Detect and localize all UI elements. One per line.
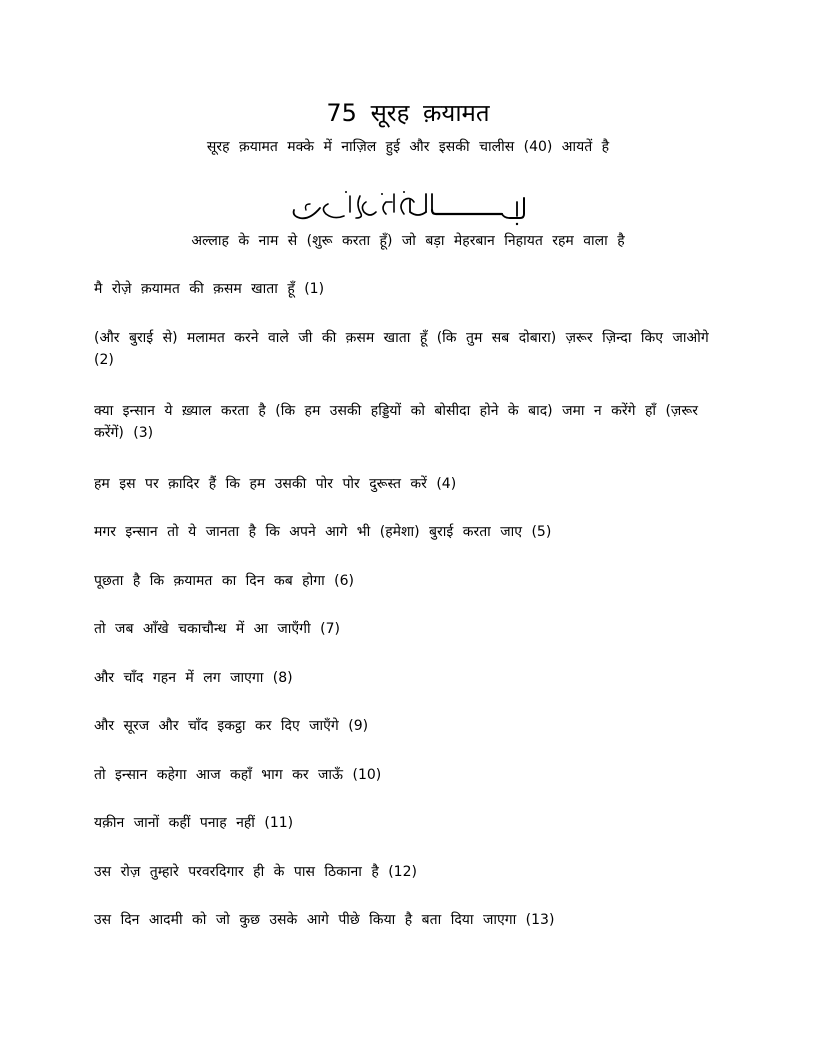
verse: और चाँद गहन में लग जाएगा (8)	[94, 669, 293, 686]
bismillah-calligraphy-icon	[286, 188, 532, 228]
verse: और सूरज और चाँद इकट्ठा कर दिए जाएँगे (9)	[94, 718, 369, 734]
verse: तो इन्सान कहेगा आज कहाँ भाग कर जाऊँ (10)	[94, 766, 382, 783]
verse: (और बुराई से) मलामत करने वाले जी की क़सम खाता हूँ (कि तुम सब दोबारा) ज़रूर ज़िन्दा किए जाओगे (2)	[94, 329, 709, 368]
verse: हम इस पर क़ादिर हैं कि हम उसकी पोर पोर दुरूस्त करें (4)	[94, 475, 457, 492]
surah-subtitle: सूरह क़यामत मक्के में नाज़िल हुई और इसकी चालीस (40) आयतें है	[206, 139, 610, 155]
verse: क्या इन्सान ये ख़्याल करता है (कि हम उसकी हड्डियों को बोसीदा होने के बाद) जमा न करेंगे हाँ (ज़रूर करेंगें) (3)	[94, 402, 698, 441]
verse: यक़ीन जानों कहीं पनाह नहीं (11)	[94, 815, 294, 831]
verse: मै रोज़े क़यामत की क़सम खाता हूँ (1)	[94, 281, 325, 297]
verse: तो जब ऑंखे चकाचौन्ध में आ जाएँगी (7)	[94, 621, 340, 637]
verse: मगर इन्सान तो ये जानता है कि अपने आगे भी (हमेशा) बुराई करता जाए (5)	[94, 524, 552, 540]
verse: पूछता है कि क़यामत का दिन कब होगा (6)	[94, 572, 354, 589]
verse-list	[94, 278, 730, 958]
bismillah-translation: अल्लाह के नाम से (शुरू करता हूँ) जो बड़ा मेहरबान निहायत रहम वाला है	[191, 233, 625, 249]
surah-title: 75 सूरह क़यामत	[326, 99, 490, 127]
verse: उस दिन आदमी को जो कुछ उसके आगे पीछे किया है बता दिया जाएगा (13)	[94, 912, 555, 928]
verse: उस रोज़ तुम्हारे परवरदिगार ही के पास ठिकाना है (12)	[94, 863, 417, 880]
